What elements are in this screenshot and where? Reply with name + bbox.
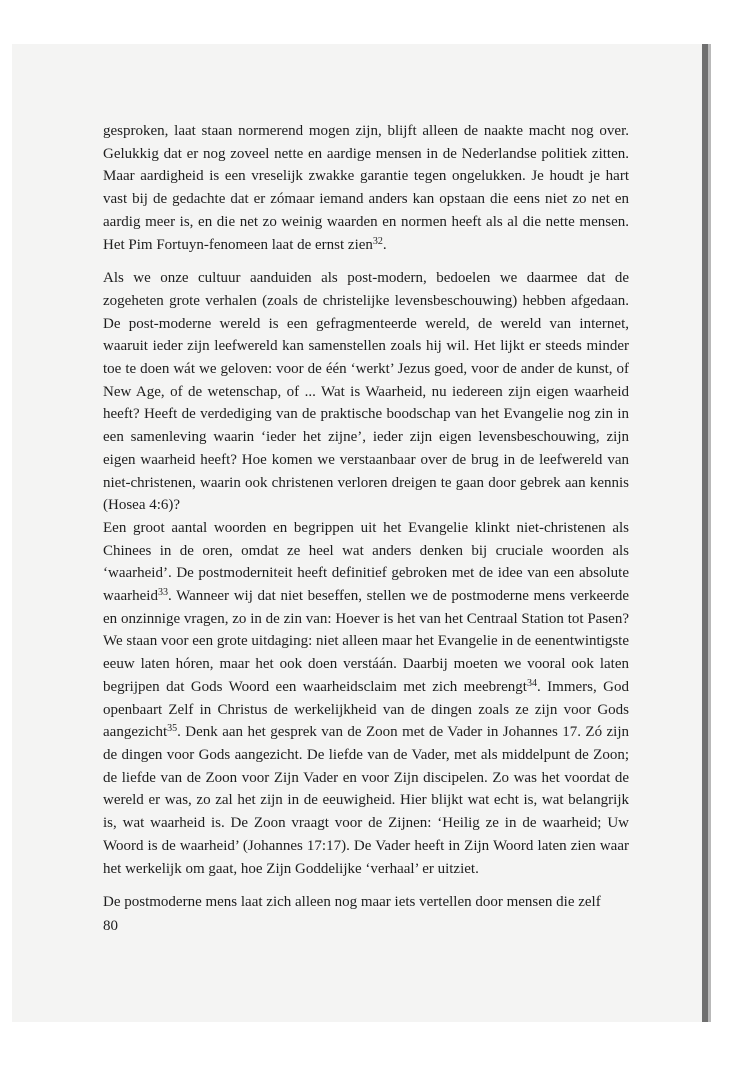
text-run: . Denk aan het gesprek van de Zoon met de Vader in Johannes 17. Zó zijn de dingen voor Gods aangezicht. De liefde van de Vader, met als middelpunt de Zoon; de liefde van de Zoon voor Zijn Vader en voor Zijn discipelen. Zo was het voordat de wereld er was, zo zal het zijn in de eeuwigheid. Hier blijkt wat echt is, wat belangrijk is, wat waarheid is. De Zoon vraagt voor de Zijnen: ‘Heilig ze in de waarheid; Uw Woord is de waarheid’ (Johannes 17:17). De Vader heeft in Zijn Woord laten zien waar het werkelijk om gaat, hoe Zijn Goddelijke ‘verhaal’ er uitziet. (103, 724, 629, 877)
page-number: 80 (103, 918, 118, 934)
paragraph-2 (103, 267, 629, 517)
page-edge-highlight (708, 44, 711, 1022)
paragraph-3 (103, 517, 629, 880)
footnote-ref-34: 34 (526, 677, 537, 689)
text-run: . (382, 236, 387, 253)
footnote-ref-33: 33 (157, 587, 168, 599)
body-text (103, 120, 629, 914)
paragraph-1 (103, 120, 629, 256)
text-run: . Wanneer wij dat niet beseffen, stellen we de postmoderne mens verkeerde en onzinnige vragen, zo in de zin van: Hoever is het van het Centraal Station tot Pasen? We staan voor een grote uitdaging: niet alleen maar het Evangelie in de eenentwintigste eeuw laten hóren, maar het ook doen verstáán. Daarbij moeten we vooral ook laten begrijpen dat Gods Woord een waarheidsclaim met zich meebrengt (103, 588, 629, 695)
text-run: gesproken, laat staan normerend mogen zijn, blijft alleen de naakte macht nog over. Gelukkig dat er nog zoveel nette en aardige mensen in de Nederlandse politiek zitten. Maar aardigheid is een vreselijk zwakke garantie tegen ongelukken. Je houdt je hart vast bij de gedachte dat er zómaar iemand anders kan opstaan die eens niet zo net en aardig meer is, en die net zo weinig waarden en normen heeft als al die nette mensen. Het Pim Fortuyn-fenomeen laat de ernst zien (103, 123, 629, 253)
footnote-ref-35: 35 (167, 723, 178, 735)
text-run: Een groot aantal woorden en begrippen uit het Evangelie klinkt niet-christenen als Chinees in de oren, omdat ze heel wat anders denken bij cruciale woorden als ‘waarheid’. De postmoderniteit heeft definitief gebroken met de idee van een absolute waarheid (103, 519, 629, 605)
text-run: De postmoderne mens laat zich alleen nog maar iets vertellen door mensen die zelf (103, 894, 601, 911)
text-run: . Immers, God openbaart Zelf in Christus de werkelijkheid van de dingen zoals ze zijn voor Gods aangezicht (103, 678, 629, 741)
paragraph-4 (103, 891, 629, 914)
footnote-ref-32: 32 (372, 235, 383, 247)
text-run: Als we onze cultuur aanduiden als post-modern, bedoelen we daarmee dat de zogeheten grote verhalen (zoals de christelijke levensbeschouwing) hebben afgedaan. De post-moderne wereld is een gefragmenteerde wereld, de wereld van internet, waaruit ieder zijn leefwereld kan samenstellen zoals hij wil. Het lijkt er steeds minder toe te doen wát we geloven: voor de één ‘werkt’ Jezus goed, voor de ander de kunst, of New Age, of de wetenschap, of ... Wat is Waarheid, nu iedereen zijn eigen waarheid heeft? Heeft de verdediging van de praktische boodschap van het Evangelie nog zin in een samenleving waarin ‘ieder het zijne’, ieder zijn eigen levensbeschouwing, zijn eigen waarheid heeft? Hoe komen we verstaanbaar over de brug in de leefwereld van niet-christenen, waarin ook christenen verloren dreigen te gaan door gebrek aan kennis (Hosea 4:6)? (103, 270, 629, 514)
